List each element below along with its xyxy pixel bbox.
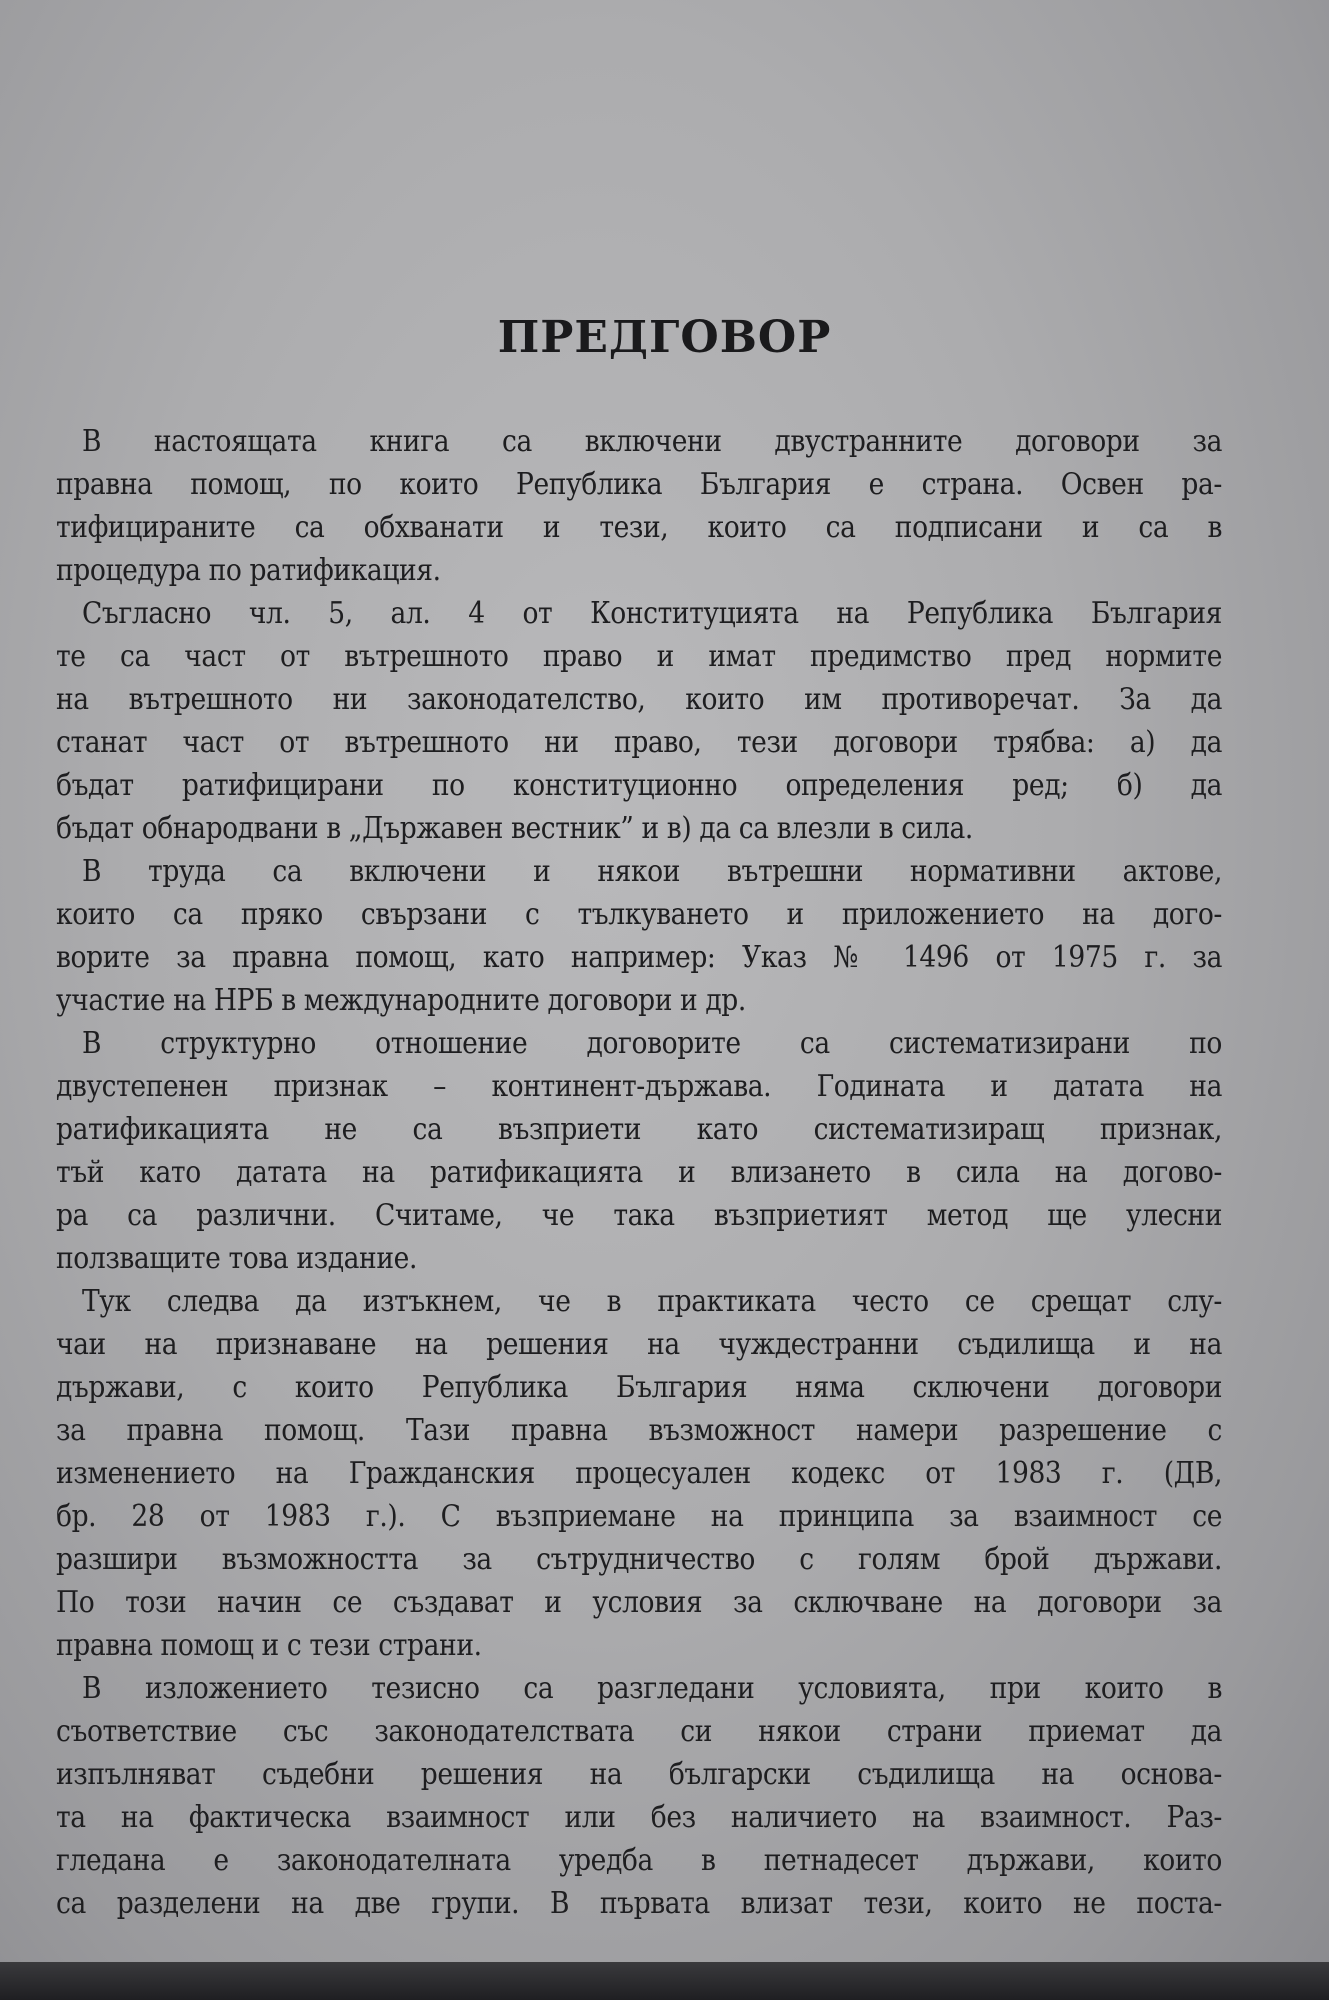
book-edge-shadow — [0, 1962, 1329, 2000]
text-line: В настоящата книга са включени двустранните договори за — [82, 424, 1222, 458]
text-line: ра са различни. Считаме, че така възприетият метод ще улесни — [56, 1198, 1222, 1232]
text-line: бр. 28 от 1983 г.). С възприемане на принципа за взаимност се — [56, 1499, 1222, 1533]
text-line: бъдат ратифицирани по конституционно определения ред; б) да — [56, 768, 1222, 802]
text-line: станат част от вътрешното ни право, тези договори трябва: а) да — [56, 725, 1222, 759]
text-line: ползващите това издание. — [56, 1241, 417, 1275]
paragraph — [56, 1280, 1222, 1667]
text-line: процедура по ратификация. — [56, 553, 441, 587]
text-line: на вътрешното ни законодателство, които им противоречат. За да — [56, 682, 1222, 716]
text-line: двустепенен признак – континент-държава. Годината и датата на — [56, 1069, 1222, 1103]
text-line: правна помощ и с тези страни. — [56, 1628, 482, 1662]
text-line: чаи на признаване на решения на чуждестранни съдилища и на — [56, 1327, 1222, 1361]
text-line: са разделени на две групи. В първата влизат тези, които не поста- — [56, 1886, 1222, 1920]
text-line: тъй като датата на ратификацията и влизането в сила на догово- — [56, 1155, 1222, 1189]
text-line: По този начин се създават и условия за сключване на договори за — [56, 1585, 1222, 1619]
text-line: съответствие със законодателствата си някои страни приемат да — [56, 1714, 1222, 1748]
text-line: разшири възможността за сътрудничество с голям брой държави. — [56, 1542, 1222, 1576]
paragraph — [56, 850, 1222, 1022]
text-line: гледана е законодателната уредба в петнадесет държави, които — [56, 1843, 1222, 1877]
text-line: та на фактическа взаимност или без наличието на взаимност. Раз- — [56, 1800, 1222, 1834]
paragraph — [56, 1667, 1222, 1925]
text-line: ворите за правна помощ, като например: Указ № 1496 от 1975 г. за — [56, 940, 1222, 974]
text-line: държави, с които Република България няма сключени договори — [56, 1370, 1222, 1404]
text-line: те са част от вътрешното право и имат предимство пред нормите — [56, 639, 1222, 673]
paragraph — [56, 420, 1222, 592]
text-line: участие на НРБ в международните договори и др. — [56, 983, 746, 1017]
text-line: ратификацията не са възприети като систематизиращ признак, — [56, 1112, 1222, 1146]
text-line: Съгласно чл. 5, ал. 4 от Конституцията на Република България — [82, 596, 1222, 630]
text-line: Тук следва да изтъкнем, че в практиката често се срещат слу- — [82, 1284, 1222, 1318]
page-body — [56, 420, 1222, 1925]
text-line: за правна помощ. Тази правна възможност намери разрешение с — [56, 1413, 1222, 1447]
text-line: изпълняват съдебни решения на български съдилища на основа- — [56, 1757, 1222, 1791]
paragraph — [56, 1022, 1222, 1280]
text-line: В структурно отношение договорите са систематизирани по — [82, 1026, 1222, 1060]
text-line: В изложението тезисно са разгледани условията, при които в — [82, 1671, 1222, 1705]
text-line: В труда са включени и някои вътрешни нормативни актове, — [82, 854, 1222, 888]
text-line: изменението на Гражданския процесуален кодекс от 1983 г. (ДВ, — [56, 1456, 1222, 1490]
paragraph — [56, 592, 1222, 850]
page-title: ПРЕДГОВОР — [497, 312, 832, 363]
text-line: бъдат обнародвани в „Държавен вестник” и в) да са влезли в сила. — [56, 811, 973, 845]
text-line: тифицираните са обхванати и тези, които са подписани и са в — [56, 510, 1222, 544]
text-line: правна помощ, по които Република България е страна. Освен ра- — [56, 467, 1222, 501]
text-line: които са пряко свързани с тълкуването и приложението на дого- — [56, 897, 1222, 931]
